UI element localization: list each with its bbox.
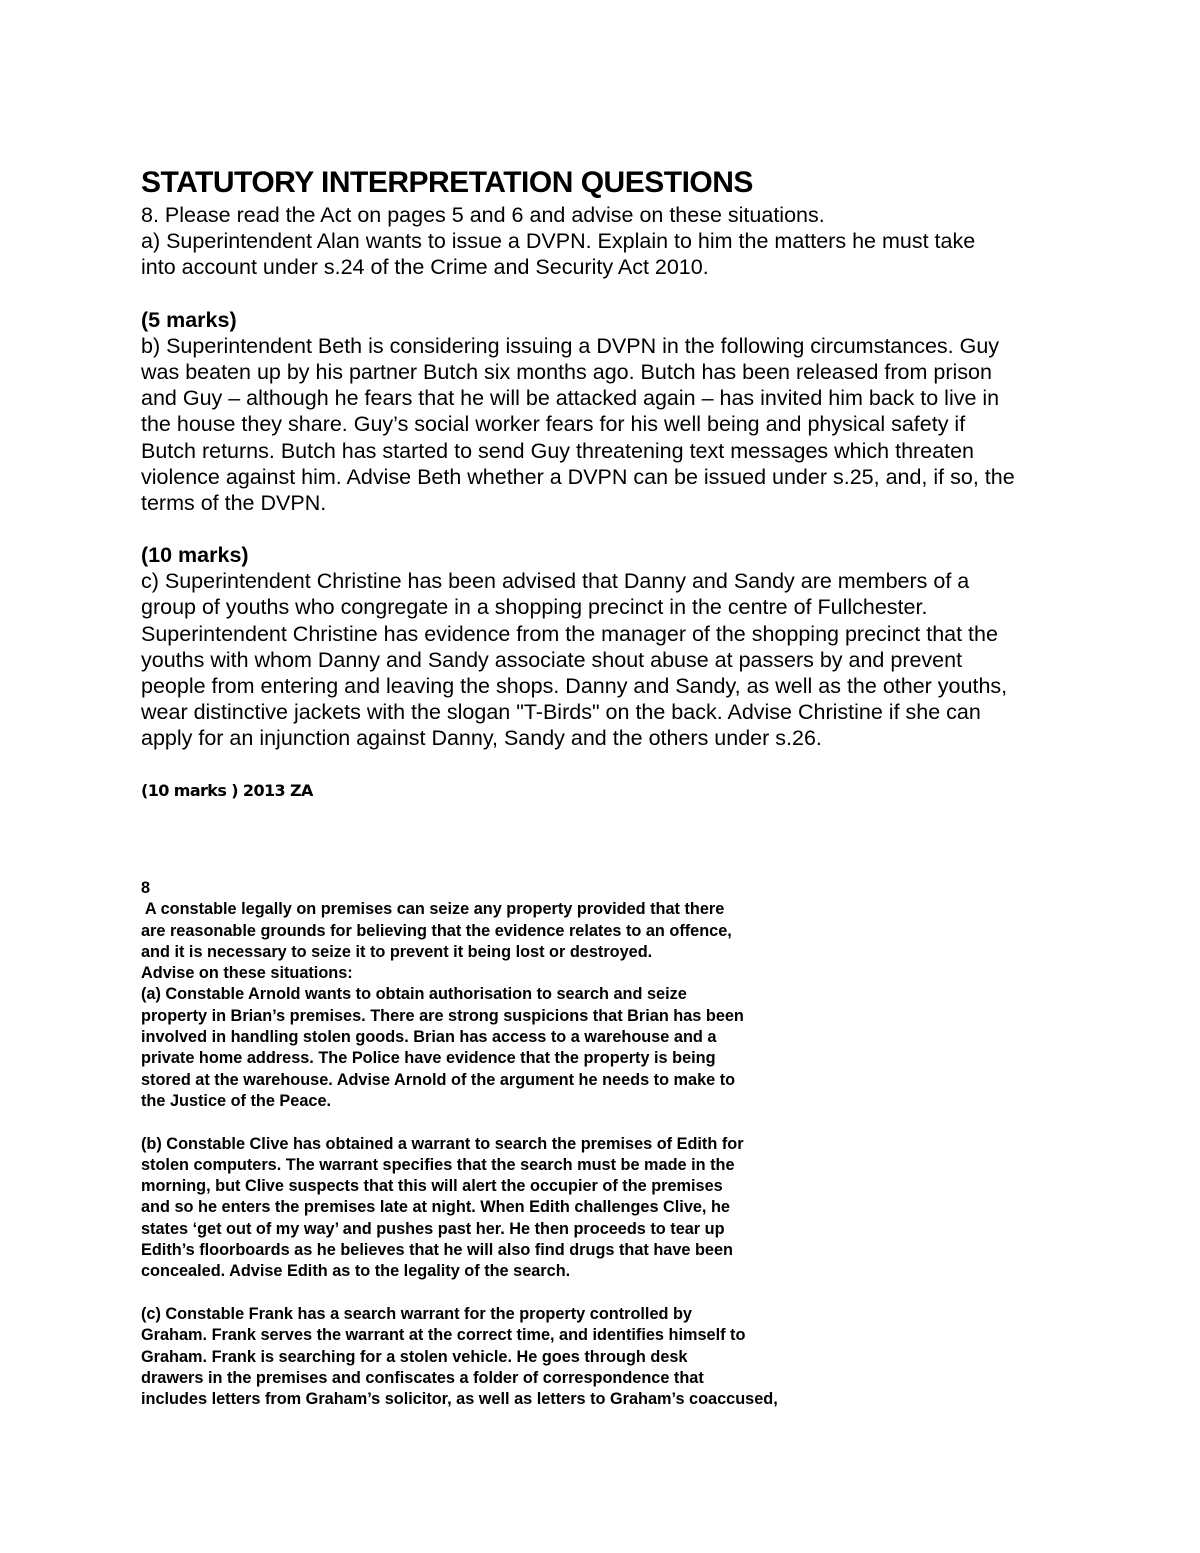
intro-line: are reasonable grounds for believing that the evidence relates to an offence,	[141, 921, 732, 940]
spacer	[141, 752, 1101, 778]
spacer	[141, 1112, 901, 1133]
page-title: STATUTORY INTERPRETATION QUESTIONS	[141, 166, 753, 199]
part-b-line: and Guy – although he fears that he will be attacked again – has invited him back to live in	[141, 386, 1000, 411]
part-c-line: wear distinctive jackets with the slogan "T-Birds" on the back. Advise Christine if she can	[141, 700, 981, 725]
part-a-line: stored at the warehouse. Advise Arnold of the argument he needs to make to	[141, 1070, 736, 1089]
part-b-line: (b) Constable Clive has obtained a warrant to search the premises of Edith for	[141, 1134, 744, 1153]
part-c-line: c) Superintendent Christine has been advised that Danny and Sandy are members of a	[141, 569, 970, 594]
part-c-line: Graham. Frank is searching for a stolen vehicle. He goes through desk	[141, 1347, 688, 1366]
part-b-line: Edith’s floorboards as he believes that he will also find drugs that have been	[141, 1241, 733, 1260]
part-c-line: group of youths who congregate in a shopping precinct in the centre of Fullchester.	[141, 595, 928, 620]
part-b-line: stolen computers. The warrant specifies that the search must be made in the	[141, 1155, 735, 1174]
part-c-line: youths with whom Danny and Sandy associate shout abuse at passers by and prevent	[141, 647, 963, 672]
part-a-line: into account under s.24 of the Crime and Security Act 2010.	[141, 255, 709, 280]
part-a-line: private home address. The Police have evidence that the property is being	[141, 1049, 716, 1068]
question-number: 8	[141, 879, 151, 897]
part-b-line: and so he enters the premises late at night. When Edith challenges Clive, he	[141, 1198, 730, 1217]
part-b-marks: (10 marks)	[141, 543, 249, 568]
question-8-search-seizure	[141, 878, 901, 1410]
part-c-line: Superintendent Christine has evidence from the manager of the shopping precinct that the	[141, 621, 998, 646]
question-intro: 8. Please read the Act on pages 5 and 6 and advise on these situations.	[141, 203, 825, 227]
spacer	[141, 1283, 901, 1304]
part-b-line: violence against him. Advise Beth whether a DVPN can be issued under s.25, and, if so, the	[141, 464, 1015, 489]
part-a-line: involved in handling stolen goods. Brian has access to a warehouse and a	[141, 1028, 717, 1047]
part-a-line: property in Brian’s premises. There are strong suspicions that Brian has been	[141, 1006, 744, 1025]
part-c-marks: (10 marks ) 2013 ZA	[141, 780, 313, 800]
part-b-line: Butch returns. Butch has started to send Guy threatening text messages which threaten	[141, 438, 974, 463]
part-b-line: the house they share. Guy’s social worker fears for his well being and physical safety if	[141, 412, 966, 437]
part-c-line: (c) Constable Frank has a search warrant for the property controlled by	[141, 1304, 692, 1323]
part-a-line: the Justice of the Peace.	[141, 1091, 332, 1110]
part-c-line: apply for an injunction against Danny, Sandy and the others under s.26.	[141, 726, 822, 751]
intro-line: Advise on these situations:	[141, 964, 353, 983]
part-c-line: Graham. Frank serves the warrant at the correct time, and identifies himself to	[141, 1326, 746, 1345]
part-c-line: includes letters from Graham’s solicitor, as well as letters to Graham’s coaccused,	[141, 1390, 778, 1409]
part-b-line: was beaten up by his partner Butch six months ago. Butch has been released from prison	[141, 359, 992, 384]
part-a-line: (a) Constable Arnold wants to obtain authorisation to search and seize	[141, 985, 687, 1004]
intro-line: A constable legally on premises can seize any property provided that there	[141, 900, 725, 919]
part-b-line: morning, but Clive suspects that this will alert the occupier of the premises	[141, 1177, 723, 1196]
intro-line: and it is necessary to seize it to prevent it being lost or destroyed.	[141, 942, 653, 961]
part-c-line: people from entering and leaving the shops. Danny and Sandy, as well as the other youths,	[141, 674, 1008, 698]
part-b-line: terms of the DVPN.	[141, 490, 327, 515]
question-8-interpretation	[141, 202, 1101, 804]
spacer	[141, 516, 1101, 542]
part-c-line: drawers in the premises and confiscates a folder of correspondence that	[141, 1368, 704, 1387]
part-b-line: concealed. Advise Edith as to the legality of the search.	[141, 1262, 571, 1281]
part-b-line: b) Superintendent Beth is considering issuing a DVPN in the following circumstances. Guy	[141, 333, 1000, 358]
part-a-line: a) Superintendent Alan wants to issue a DVPN. Explain to him the matters he must take	[141, 229, 976, 254]
part-b-line: states ‘get out of my way’ and pushes past her. He then proceeds to tear up	[141, 1219, 725, 1238]
part-a-marks: (5 marks)	[141, 307, 237, 332]
spacer	[141, 281, 1101, 307]
